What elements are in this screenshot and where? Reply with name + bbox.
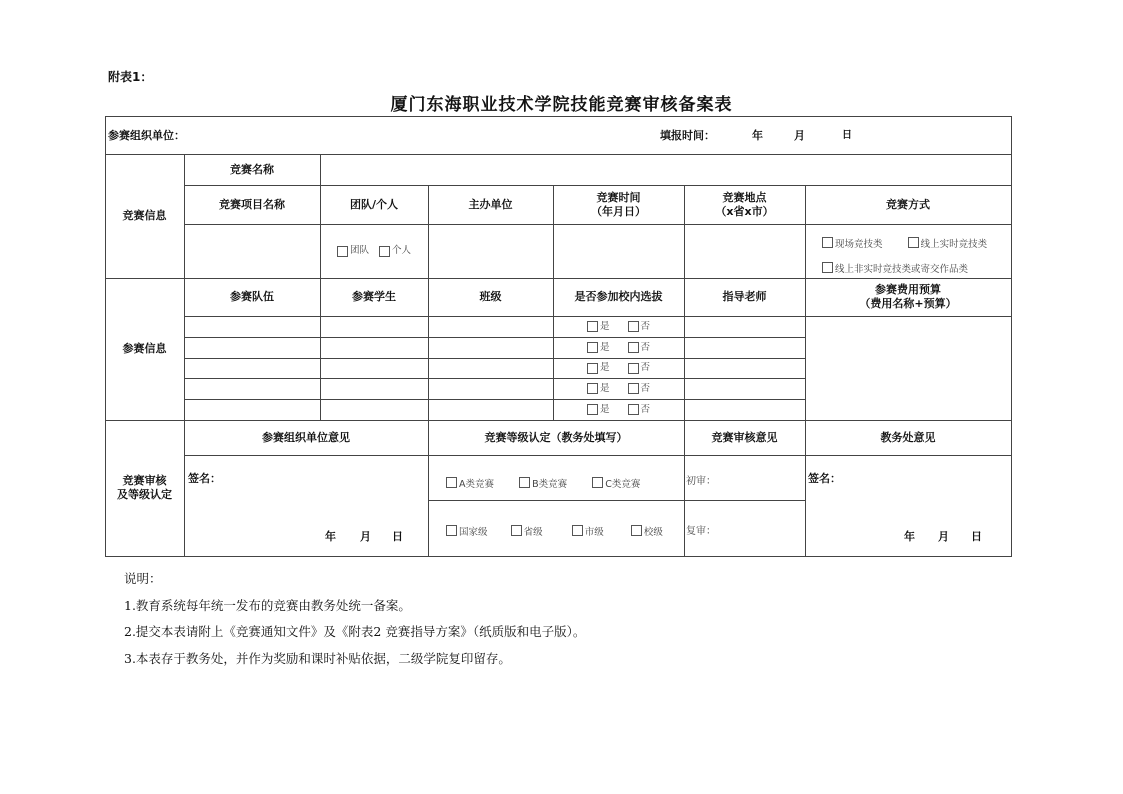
checkbox-icon — [572, 525, 583, 536]
col-level-certification: 竞赛等级认定（教务处填写） — [484, 430, 628, 444]
online-realtime-checkbox[interactable]: 线上实时竞技类 — [908, 236, 988, 250]
fill-day: 日 — [842, 129, 852, 141]
office-month: 月 — [938, 530, 949, 543]
no-checkbox[interactable]: 否 — [628, 320, 651, 334]
row-divider — [184, 224, 1012, 225]
checkbox-icon — [592, 477, 603, 488]
selection-row — [553, 337, 684, 358]
checkbox-icon — [628, 363, 639, 374]
yes-checkbox[interactable]: 是 — [587, 320, 610, 334]
first-review-label: 初审： — [686, 476, 716, 487]
col-project-name: 竞赛项目名称 — [219, 197, 285, 211]
mode-options-row2 — [822, 258, 968, 277]
org-year: 年 — [325, 530, 336, 543]
yes-checkbox[interactable]: 是 — [587, 403, 610, 417]
checkbox-icon — [446, 525, 457, 536]
review-section-label: 竞赛审核 及等级认定 — [117, 474, 172, 501]
office-day: 日 — [971, 530, 982, 543]
checkbox-icon — [587, 321, 598, 332]
col-selection: 是否参加校内选拔 — [574, 290, 663, 303]
row-divider — [184, 378, 805, 379]
col-time — [553, 185, 684, 224]
org-day: 日 — [392, 530, 403, 543]
no-checkbox[interactable]: 否 — [628, 382, 651, 396]
note-item: 3.本表存于教务处，并作为奖励和课时补贴依据，二级学院复印留存。 — [124, 651, 511, 666]
col-place-label: 竞赛地点 — [722, 190, 767, 204]
checkbox-icon — [628, 342, 639, 353]
class-a-checkbox[interactable]: A类竞赛 — [446, 476, 494, 490]
mode-options-row1 — [822, 233, 987, 252]
org-sign-label: 签名： — [188, 472, 221, 485]
col-budget-sub: （费用名称+预算） — [859, 297, 957, 310]
checkbox-icon — [379, 246, 390, 257]
provincial-checkbox[interactable]: 省级 — [511, 524, 543, 538]
school-checkbox[interactable]: 校级 — [631, 524, 663, 538]
col-time-label: 竞赛时间 — [596, 190, 641, 204]
border-top — [105, 116, 1012, 117]
city-checkbox[interactable]: 市级 — [572, 524, 604, 538]
col-student: 参赛学生 — [352, 290, 396, 303]
checkbox-icon — [587, 363, 598, 374]
col-team: 参赛队伍 — [230, 290, 274, 303]
checkbox-icon — [822, 237, 833, 248]
fill-year: 年 — [752, 128, 763, 142]
row-divider — [184, 337, 805, 338]
checkbox-icon — [446, 477, 457, 488]
selection-row — [553, 378, 684, 399]
org-month: 月 — [360, 530, 371, 543]
border-bottom — [105, 556, 1012, 557]
yes-checkbox[interactable]: 是 — [587, 382, 610, 396]
checkbox-icon — [587, 383, 598, 394]
col-mode: 竞赛方式 — [886, 197, 930, 211]
row-divider — [184, 399, 805, 400]
participant-info-label: 参赛信息 — [122, 342, 167, 355]
notes-heading: 说明： — [124, 571, 162, 586]
class-b-checkbox[interactable]: B类竞赛 — [519, 476, 567, 490]
yes-checkbox[interactable]: 是 — [587, 361, 610, 375]
team-options — [320, 224, 428, 278]
class-options — [446, 473, 640, 492]
selection-row — [553, 316, 684, 337]
note-item: 1.教育系统每年统一发布的竞赛由教务处统一备案。 — [124, 598, 411, 613]
col-review-opinion: 竞赛审核意见 — [711, 430, 778, 444]
fill-time-label: 填报时间： — [660, 128, 715, 142]
checkbox-icon — [628, 321, 639, 332]
col-organizer: 主办单位 — [468, 197, 513, 211]
office-year: 年 — [904, 530, 915, 543]
onsite-checkbox[interactable]: 现场竞技类 — [822, 236, 883, 250]
col-divider — [428, 185, 429, 556]
col-org-opinion: 参赛组织单位意见 — [262, 430, 350, 444]
note-item: 2.提交本表请附上《竞赛通知文件》及《附表2 竞赛指导方案》（纸质版和电子版）。 — [124, 624, 586, 639]
competition-name-label: 竞赛名称 — [230, 162, 274, 176]
col-team-individual: 团队/个人 — [349, 197, 399, 211]
no-checkbox[interactable]: 否 — [628, 403, 651, 417]
col-budget — [805, 278, 1011, 316]
checkbox-icon — [587, 342, 598, 353]
checkbox-icon — [628, 404, 639, 415]
col-class: 班级 — [479, 290, 502, 303]
attachment-label: 附表1： — [108, 70, 153, 84]
class-c-checkbox[interactable]: C类竞赛 — [592, 476, 640, 490]
fill-month: 月 — [794, 128, 805, 142]
selection-row — [553, 358, 684, 378]
office-sign-label: 签名： — [808, 472, 841, 485]
col-divider — [805, 185, 806, 556]
team-checkbox[interactable]: 团队 — [337, 244, 369, 258]
competition-name-input[interactable] — [321, 155, 1011, 185]
page-title: 厦门东海职业技术学院技能竞赛审核备案表 — [390, 95, 733, 115]
individual-checkbox[interactable]: 个人 — [379, 244, 411, 258]
checkbox-icon — [519, 477, 530, 488]
checkbox-icon — [587, 404, 598, 415]
selection-row — [553, 399, 684, 420]
competition-info-label: 竞赛信息 — [122, 209, 167, 222]
checkbox-icon — [908, 237, 919, 248]
row-divider — [428, 500, 805, 501]
col-place-sub: （x省x市） — [715, 204, 774, 218]
col-budget-label: 参赛费用预算 — [875, 283, 941, 296]
col-divider — [684, 185, 685, 556]
second-review-label: 复审： — [686, 526, 716, 537]
border-right — [1011, 116, 1012, 557]
no-checkbox[interactable]: 否 — [628, 341, 651, 355]
row-divider — [184, 358, 805, 359]
online-nonrealtime-checkbox[interactable]: 线上非实时竞技类或寄交作品类 — [822, 261, 968, 275]
national-checkbox[interactable]: 国家级 — [446, 524, 488, 538]
level-options — [446, 521, 663, 540]
row-divider — [184, 455, 1012, 456]
checkbox-icon — [628, 383, 639, 394]
col-time-sub: （年月日） — [591, 204, 646, 218]
checkbox-icon — [822, 262, 833, 273]
no-checkbox[interactable]: 否 — [628, 361, 651, 375]
org-label: 参赛组织单位： — [108, 128, 185, 142]
checkbox-icon — [337, 246, 348, 257]
yes-checkbox[interactable]: 是 — [587, 341, 610, 355]
checkbox-icon — [631, 525, 642, 536]
checkbox-icon — [511, 525, 522, 536]
col-advisor: 指导老师 — [722, 290, 767, 303]
col-place — [684, 185, 805, 224]
col-academic-office-opinion: 教务处意见 — [880, 430, 936, 444]
